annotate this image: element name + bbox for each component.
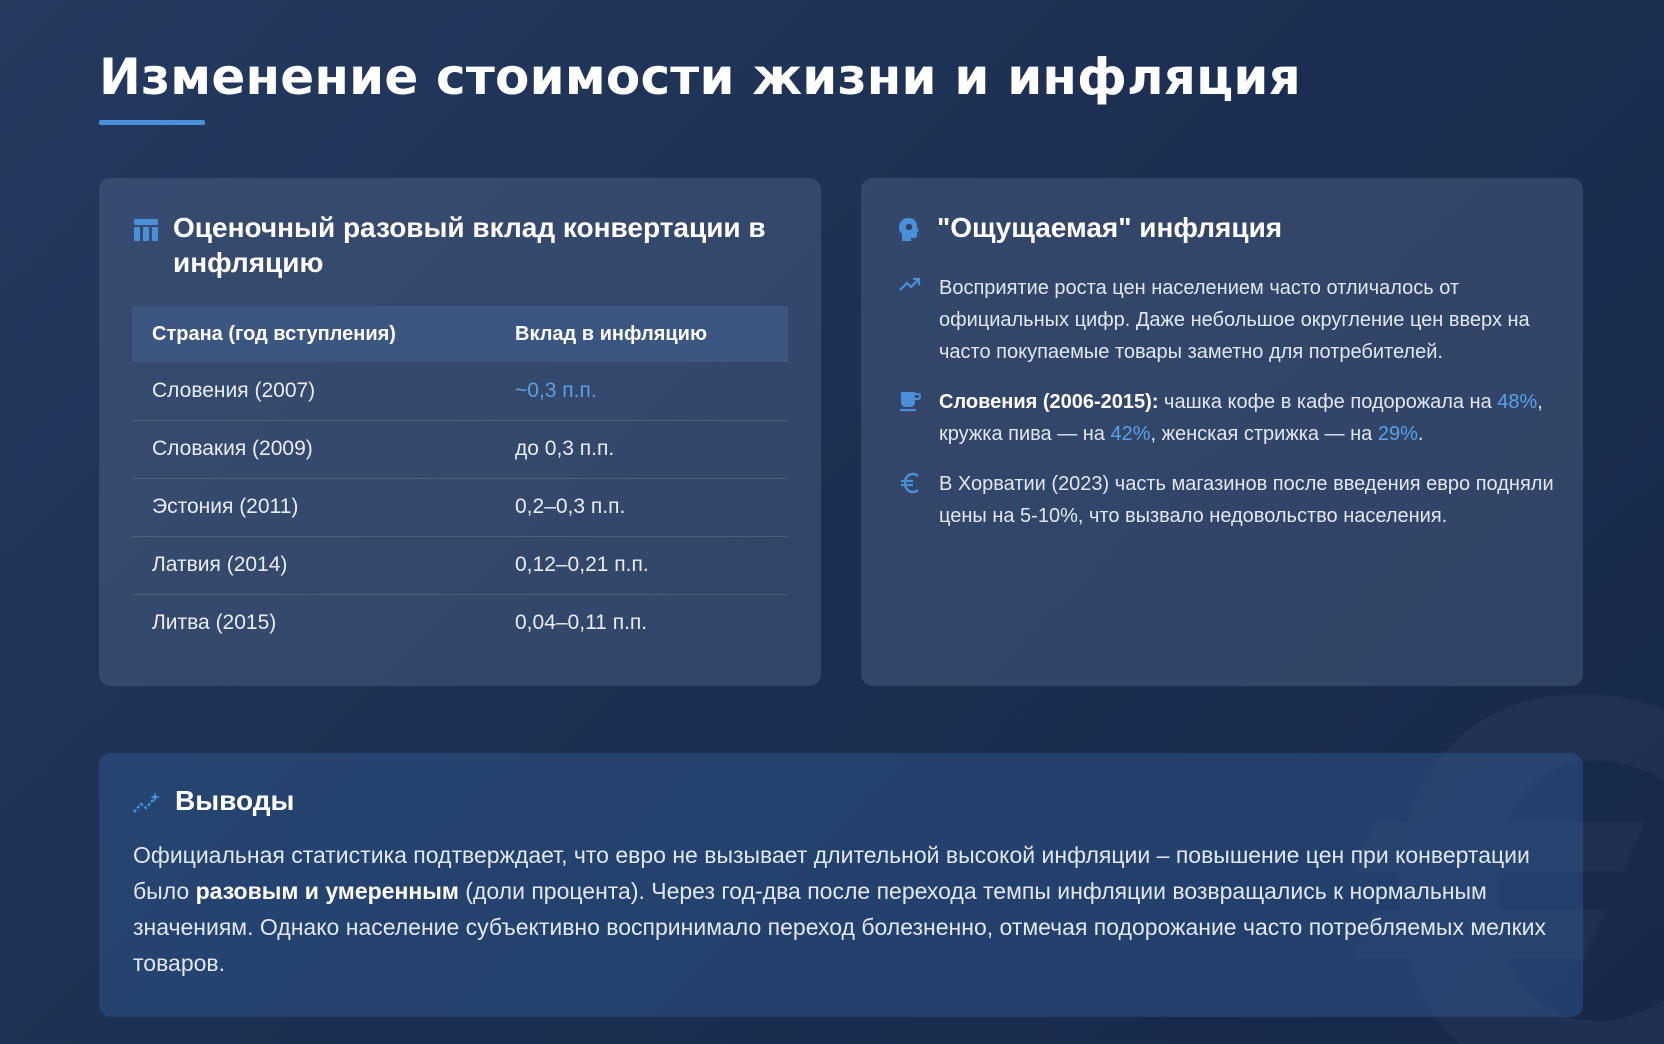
card-title: "Ощущаемая" инфляция xyxy=(937,212,1283,243)
conclusions-text xyxy=(133,837,1553,981)
cell-value: ~0,3 п.п. xyxy=(495,362,788,420)
trend-up-icon xyxy=(895,276,925,368)
perceived-inflation-card xyxy=(861,178,1583,686)
inflation-table xyxy=(132,306,788,652)
card-header xyxy=(133,210,773,280)
emphasis: разовым и умеренным xyxy=(195,878,459,904)
bullet-text: Восприятие роста цен населением часто отличалось от официальных цифр. Даже небольшое округление цен вверх на часто покупаемые товары заметно для потребителей. xyxy=(939,277,1530,363)
text-fragment: чашка кофе в кафе подорожала на xyxy=(1158,391,1498,413)
head-idea-icon xyxy=(895,216,923,244)
column-header-country: Страна (год вступления) xyxy=(132,306,495,362)
table-icon xyxy=(133,216,159,244)
cell-value: 0,2–0,3 п.п. xyxy=(495,478,788,536)
cell-country: Литва (2015) xyxy=(152,611,277,635)
bullet-text xyxy=(939,386,1555,450)
cell-country: Эстония (2011) xyxy=(132,478,495,536)
table-row xyxy=(132,420,788,478)
list-item xyxy=(895,468,1555,532)
list-item xyxy=(895,272,1555,368)
cell-value: 0,12–0,21 п.п. xyxy=(495,536,788,594)
table-row xyxy=(132,594,788,652)
title-underline xyxy=(99,120,205,125)
cell-value: до 0,3 п.п. xyxy=(495,420,788,478)
list-item xyxy=(895,386,1555,450)
card-header xyxy=(133,783,294,818)
haircut-percent: 29% xyxy=(1377,423,1418,445)
table-row xyxy=(132,478,788,536)
table-row xyxy=(132,536,788,594)
cell-country: Словакия (2009) xyxy=(132,420,495,478)
chart-sparkle-icon xyxy=(133,789,161,817)
column-header-contribution: Вклад в инфляцию xyxy=(495,306,788,362)
table-header-row xyxy=(132,306,788,362)
bullet-list xyxy=(895,272,1555,550)
bullet-text: В Хорватии (2023) часть магазинов после введения евро подняли цены на 5-10%, что вызвало недовольство населения. xyxy=(939,473,1554,527)
text-fragment: , женская стрижка — на xyxy=(1150,423,1378,445)
coffee-percent: 48% xyxy=(1497,391,1538,413)
card-title: Оценочный разовый вклад конвертации в инфляцию xyxy=(173,212,766,278)
page-title: Изменение стоимости жизни и инфляция xyxy=(99,48,1301,106)
cell-country: Словения (2007) xyxy=(132,362,495,420)
card-title: Выводы xyxy=(175,785,295,816)
conversion-contribution-card xyxy=(99,178,821,686)
text-fragment: , кружка пива — на xyxy=(939,391,1543,445)
text-fragment: Официальная статистика подтверждает, что евро не вызывает длительной высокой инфляции – повышение цен при конвертации было xyxy=(133,842,1530,904)
card-header xyxy=(895,210,1535,245)
beer-percent: 42% xyxy=(1110,423,1151,445)
bullet-lead: Словения (2006-2015): xyxy=(939,391,1159,413)
conclusions-card xyxy=(99,753,1583,1017)
coffee-cup-icon xyxy=(895,390,925,450)
cell-value: 0,04–0,11 п.п. xyxy=(515,611,648,635)
cell-country: Латвия (2014) xyxy=(132,536,495,594)
text-fragment: (доли процента). Через год-два после перехода темпы инфляции возвращались к нормальным значениям. Однако население субъективно воспринимало переход болезненно, отмечая подорожание часто потребляемых мелких товаров. xyxy=(133,878,1547,976)
table-row xyxy=(132,362,788,420)
text-fragment: . xyxy=(1417,423,1424,445)
euro-icon xyxy=(895,472,925,532)
